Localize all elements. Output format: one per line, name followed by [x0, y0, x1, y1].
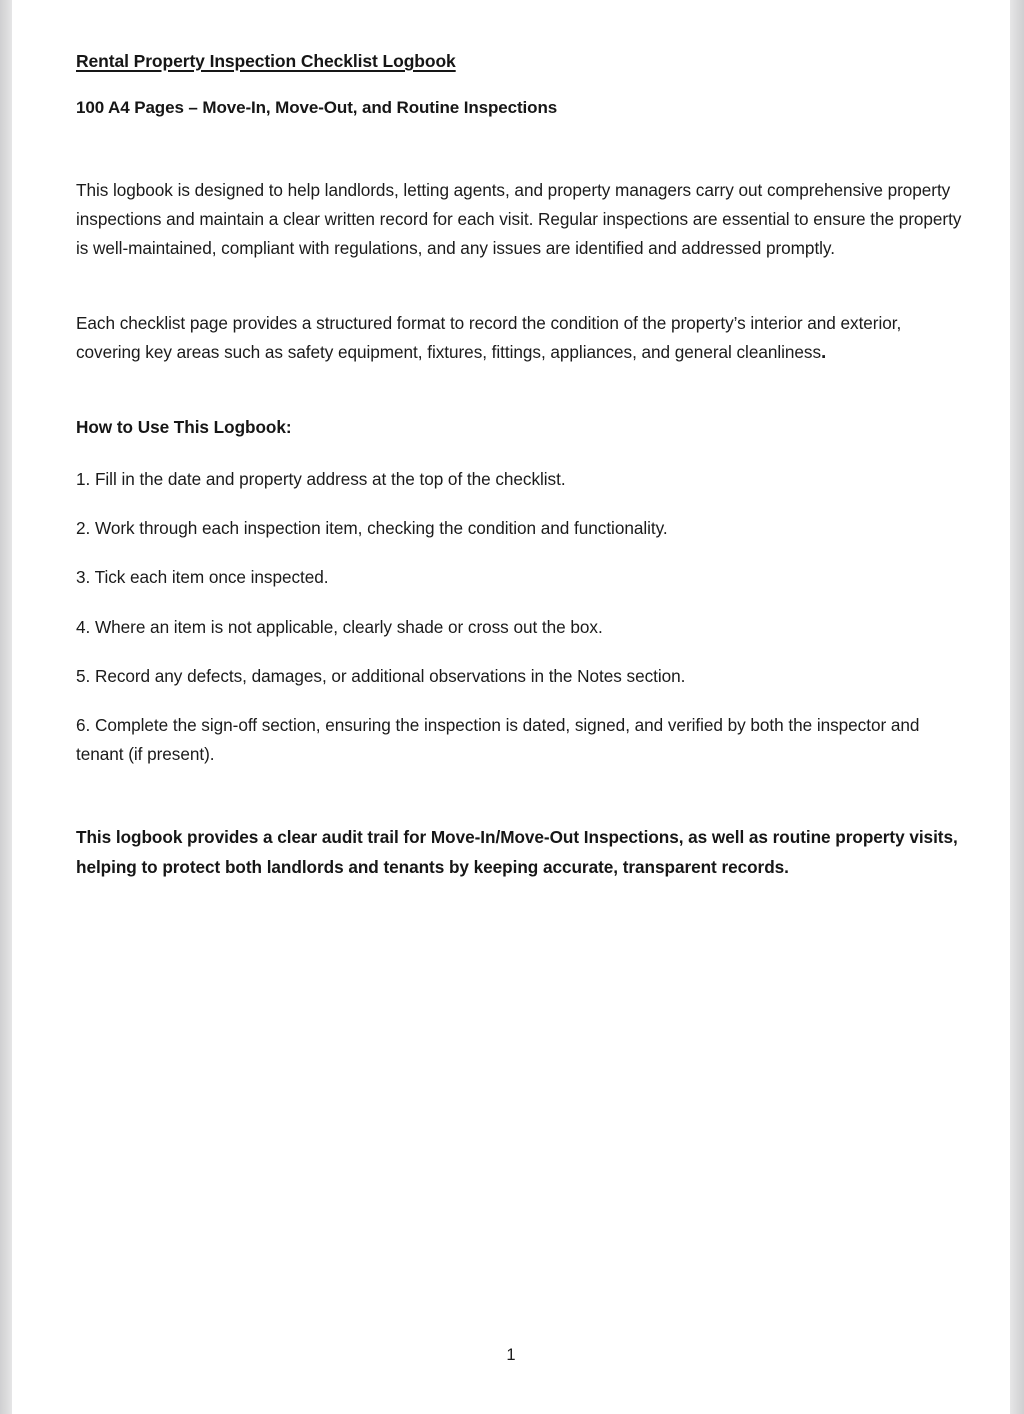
intro-paragraph: This logbook is designed to help landlords, letting agents, and property managers carry out comprehensive property inspections and maintain a clear written record for each visit. Regular inspections are essential to ensure the property is well-maintained, compliant with regulations, and any issues are identified and addressed promptly. [76, 180, 962, 259]
list-item: 5. Record any defects, damages, or additional observations in the Notes section. [76, 665, 686, 686]
document-title: Rental Property Inspection Checklist Logbook [76, 51, 456, 71]
how-to-use-heading: How to Use This Logbook: [76, 417, 292, 438]
list-item: 3. Tick each item once inspected. [76, 567, 329, 588]
second-paragraph [76, 264, 964, 367]
closing-paragraph: This logbook provides a clear audit trail for Move-In/Move-Out Inspections, as well as routine property visits, helping to protect both landlords and tenants by keeping accurate, transparent records. [76, 827, 958, 877]
list-item: 4. Where an item is not applicable, clearly shade or cross out the box. [76, 616, 603, 637]
page-gutter-right [1010, 0, 1024, 1414]
page-content [76, 0, 964, 882]
document-subtitle: 100 A4 Pages – Move-In, Move-Out, and Routine Inspections [76, 98, 558, 117]
list-item: 1. Fill in the date and property address at the top of the checklist. [76, 469, 566, 490]
list-item: 6. Complete the sign-off section, ensuring the inspection is dated, signed, and verified by both the inspector and tenant (if present). [76, 715, 920, 765]
second-paragraph-terminator: . [820, 341, 827, 363]
document-page [12, 0, 1010, 1414]
second-paragraph-text: Each checklist page provides a structured format to record the condition of the property’s interior and exterior, covering key areas such as safety equipment, fixtures, fittings, appliances, and general cleanliness [76, 312, 902, 362]
how-to-use-steps [76, 441, 964, 769]
page-gutter-left [0, 0, 12, 1414]
list-item: 2. Work through each inspection item, checking the condition and functionality. [76, 518, 668, 539]
page-number: 1 [506, 1346, 516, 1364]
